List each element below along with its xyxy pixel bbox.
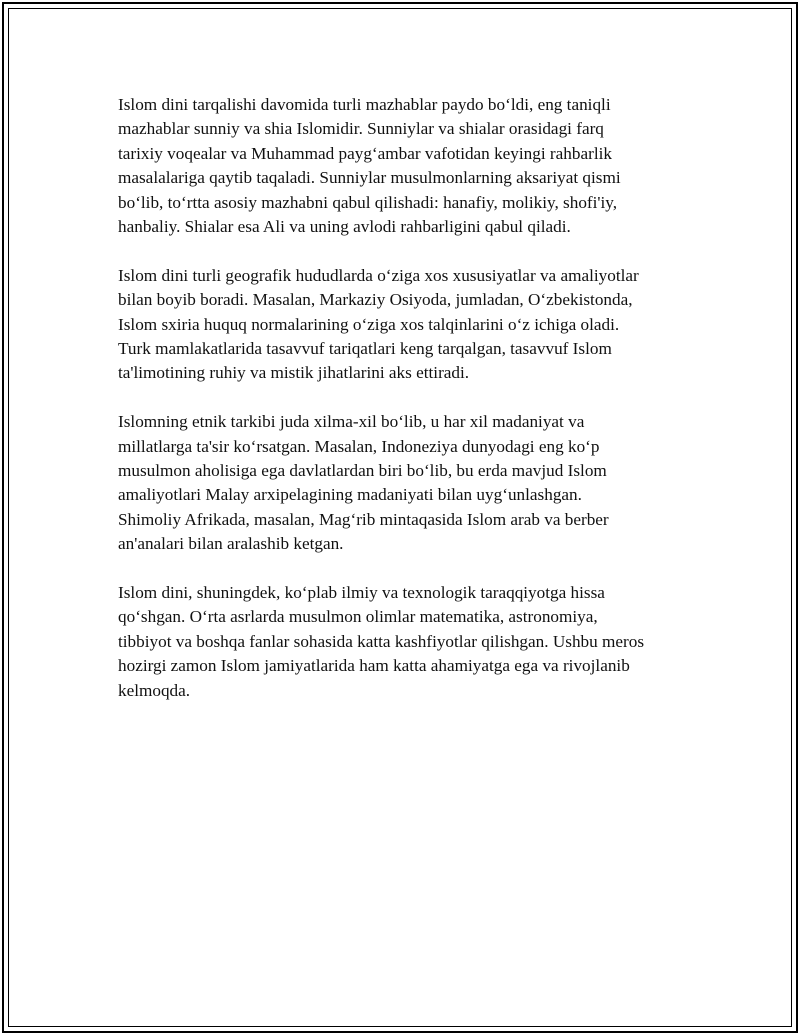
paragraph-4 (118, 581, 718, 703)
text-line: ta'limotining ruhiy va mistik jihatlarini aks ettiradi. (118, 363, 470, 383)
text-line: millatlarga ta'sir ko‘rsatgan. Masalan, Indoneziya dunyodagi eng ko‘p (118, 436, 600, 456)
paragraph-2 (118, 264, 718, 386)
text-line: Islom dini tarqalishi davomida turli mazhablar paydo bo‘ldi, eng taniqli (118, 95, 611, 114)
text-line: bo‘lib, to‘rtta asosiy mazhabni qabul qilishadi: hanafiy, molikiy, shofi'iy, (118, 192, 618, 212)
text-line: Islom sxiria huquq normalarining o‘ziga xos talqinlarini o‘z ichiga oladi. (118, 314, 620, 334)
text-line: Turk mamlakatlarida tasavvuf tariqatlari keng tarqalgan, tasavvuf Islom (118, 339, 612, 359)
paragraph-1 (118, 93, 718, 239)
text-line: tarixiy voqealar va Muhammad payg‘ambar vafotidan keyingi rahbarlik (118, 143, 612, 163)
text-line: Shimoliy Afrikada, masalan, Mag‘rib mintaqasida Islom arab va berber (118, 509, 609, 529)
paragraph-3 (118, 410, 718, 556)
document-body (118, 93, 718, 728)
text-line: amaliyotlari Malay arxipelagining madaniyati bilan uyg‘unlashgan. (118, 485, 582, 505)
text-line: hanbaliy. Shialar esa Ali va uning avlodi rahbarligini qabul qiladi. (118, 217, 571, 237)
text-line: tibbiyot va boshqa fanlar sohasida katta kashfiyotlar qilishgan. Ushbu meros (118, 631, 645, 651)
text-line: Islomning etnik tarkibi juda xilma-xil bo‘lib, u har xil madaniyat va (118, 412, 585, 432)
text-line: mazhablar sunniy va shia Islomidir. Sunniylar va shialar orasidagi farq (118, 119, 604, 139)
text-line: qo‘shgan. O‘rta asrlarda musulmon olimlar matematika, astronomiya, (118, 607, 598, 627)
text-line: Islom dini, shuningdek, ko‘plab ilmiy va texnologik taraqqiyotga hissa (118, 583, 605, 603)
text-line: an'analari bilan aralashib ketgan. (118, 534, 344, 554)
text-line: kelmoqda. (118, 680, 191, 700)
text-line: masalalariga qaytib taqaladi. Sunniylar musulmonlarning aksariyat qismi (118, 168, 621, 188)
text-line: bilan boyib boradi. Masalan, Markaziy Osiyoda, jumladan, O‘zbekistonda, (118, 290, 633, 310)
text-line: hozirgi zamon Islom jamiyatlarida ham katta ahamiyatga ega va rivojlanib (118, 656, 630, 676)
text-line: Islom dini turli geografik hududlarda o‘ziga xos xususiyatlar va amaliyotlar (118, 265, 639, 285)
text-line: musulmon aholisiga ega davlatlardan biri bo‘lib, bu erda mavjud Islom (118, 461, 607, 481)
